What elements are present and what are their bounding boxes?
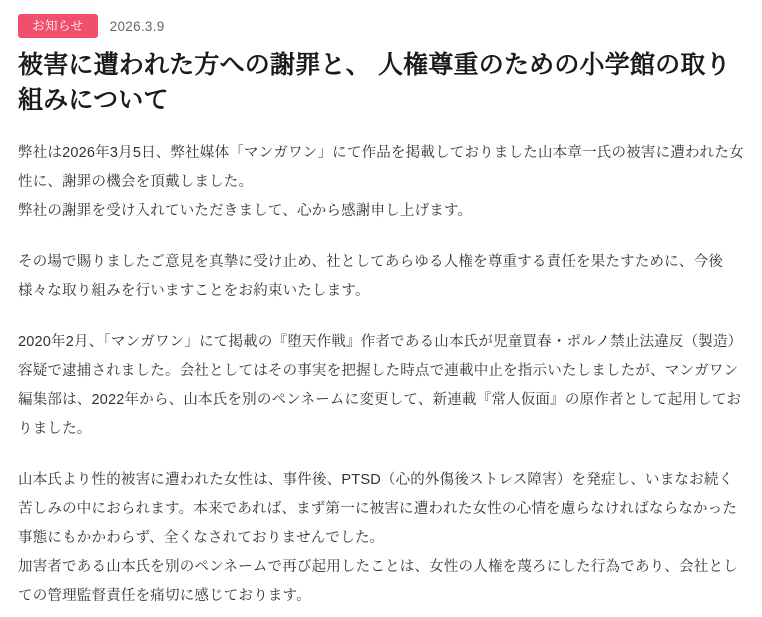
page-title: 被害に遭われた方への謝罪と、 人権尊重のための小学館の取り組みについて [18,51,731,114]
article-paragraph-3: その場で賜りましたご意見を真摯に受け止め、社としてあらゆる人権を尊重する責任を果たすために、今後様々な取り組みを行いますことをお約束いたします。 [18,254,724,299]
article-paragraph-6: 加害者である山本氏を別のペンネームで再び起用したことは、女性の人権を蔑ろにした行為であり、会社としての管理監督責任を痛切に感じております。 [18,559,738,604]
article-paragraph-1: 弊社は2026年3月5日、弊社媒体「マンガワン」にて作品を掲載しておりました山本章一氏の被害に遭われた女性に、謝罪の機会を頂戴しました。 [18,145,744,190]
article-paragraph-5: 山本氏より性的被害に遭われた女性は、事件後、PTSD（心的外傷後ストレス障害）を発症し、いまなお続く苦しみの中におられます。本来であれば、まず第一に被害に遭われた女性の心情を慮らなければならなかった事態にもかかわらず、全くなされておりませんでした。 [18,472,738,546]
article-meta [18,14,744,38]
article-paragraph-4: 2020年2月、「マンガワン」にて掲載の『堕天作戦』作者である山本氏が児童買春・ポルノ禁止法違反（製造）容疑で逮捕されました。会社としてはその事実を把握した時点で連載中止を指示いたしましたが、マンガワン編集部は、2022年から、山本氏を別のペンネームに変更して、新連載『常人仮面』の原作者として起用しておりました。 [18,334,743,437]
publish-date: 2026.3.9 [109,18,165,34]
article-paragraph-2: 弊社の謝罪を受け入れていただきまして、心から感謝申し上げます。 [18,203,473,219]
status-badge: お知らせ [18,14,98,39]
